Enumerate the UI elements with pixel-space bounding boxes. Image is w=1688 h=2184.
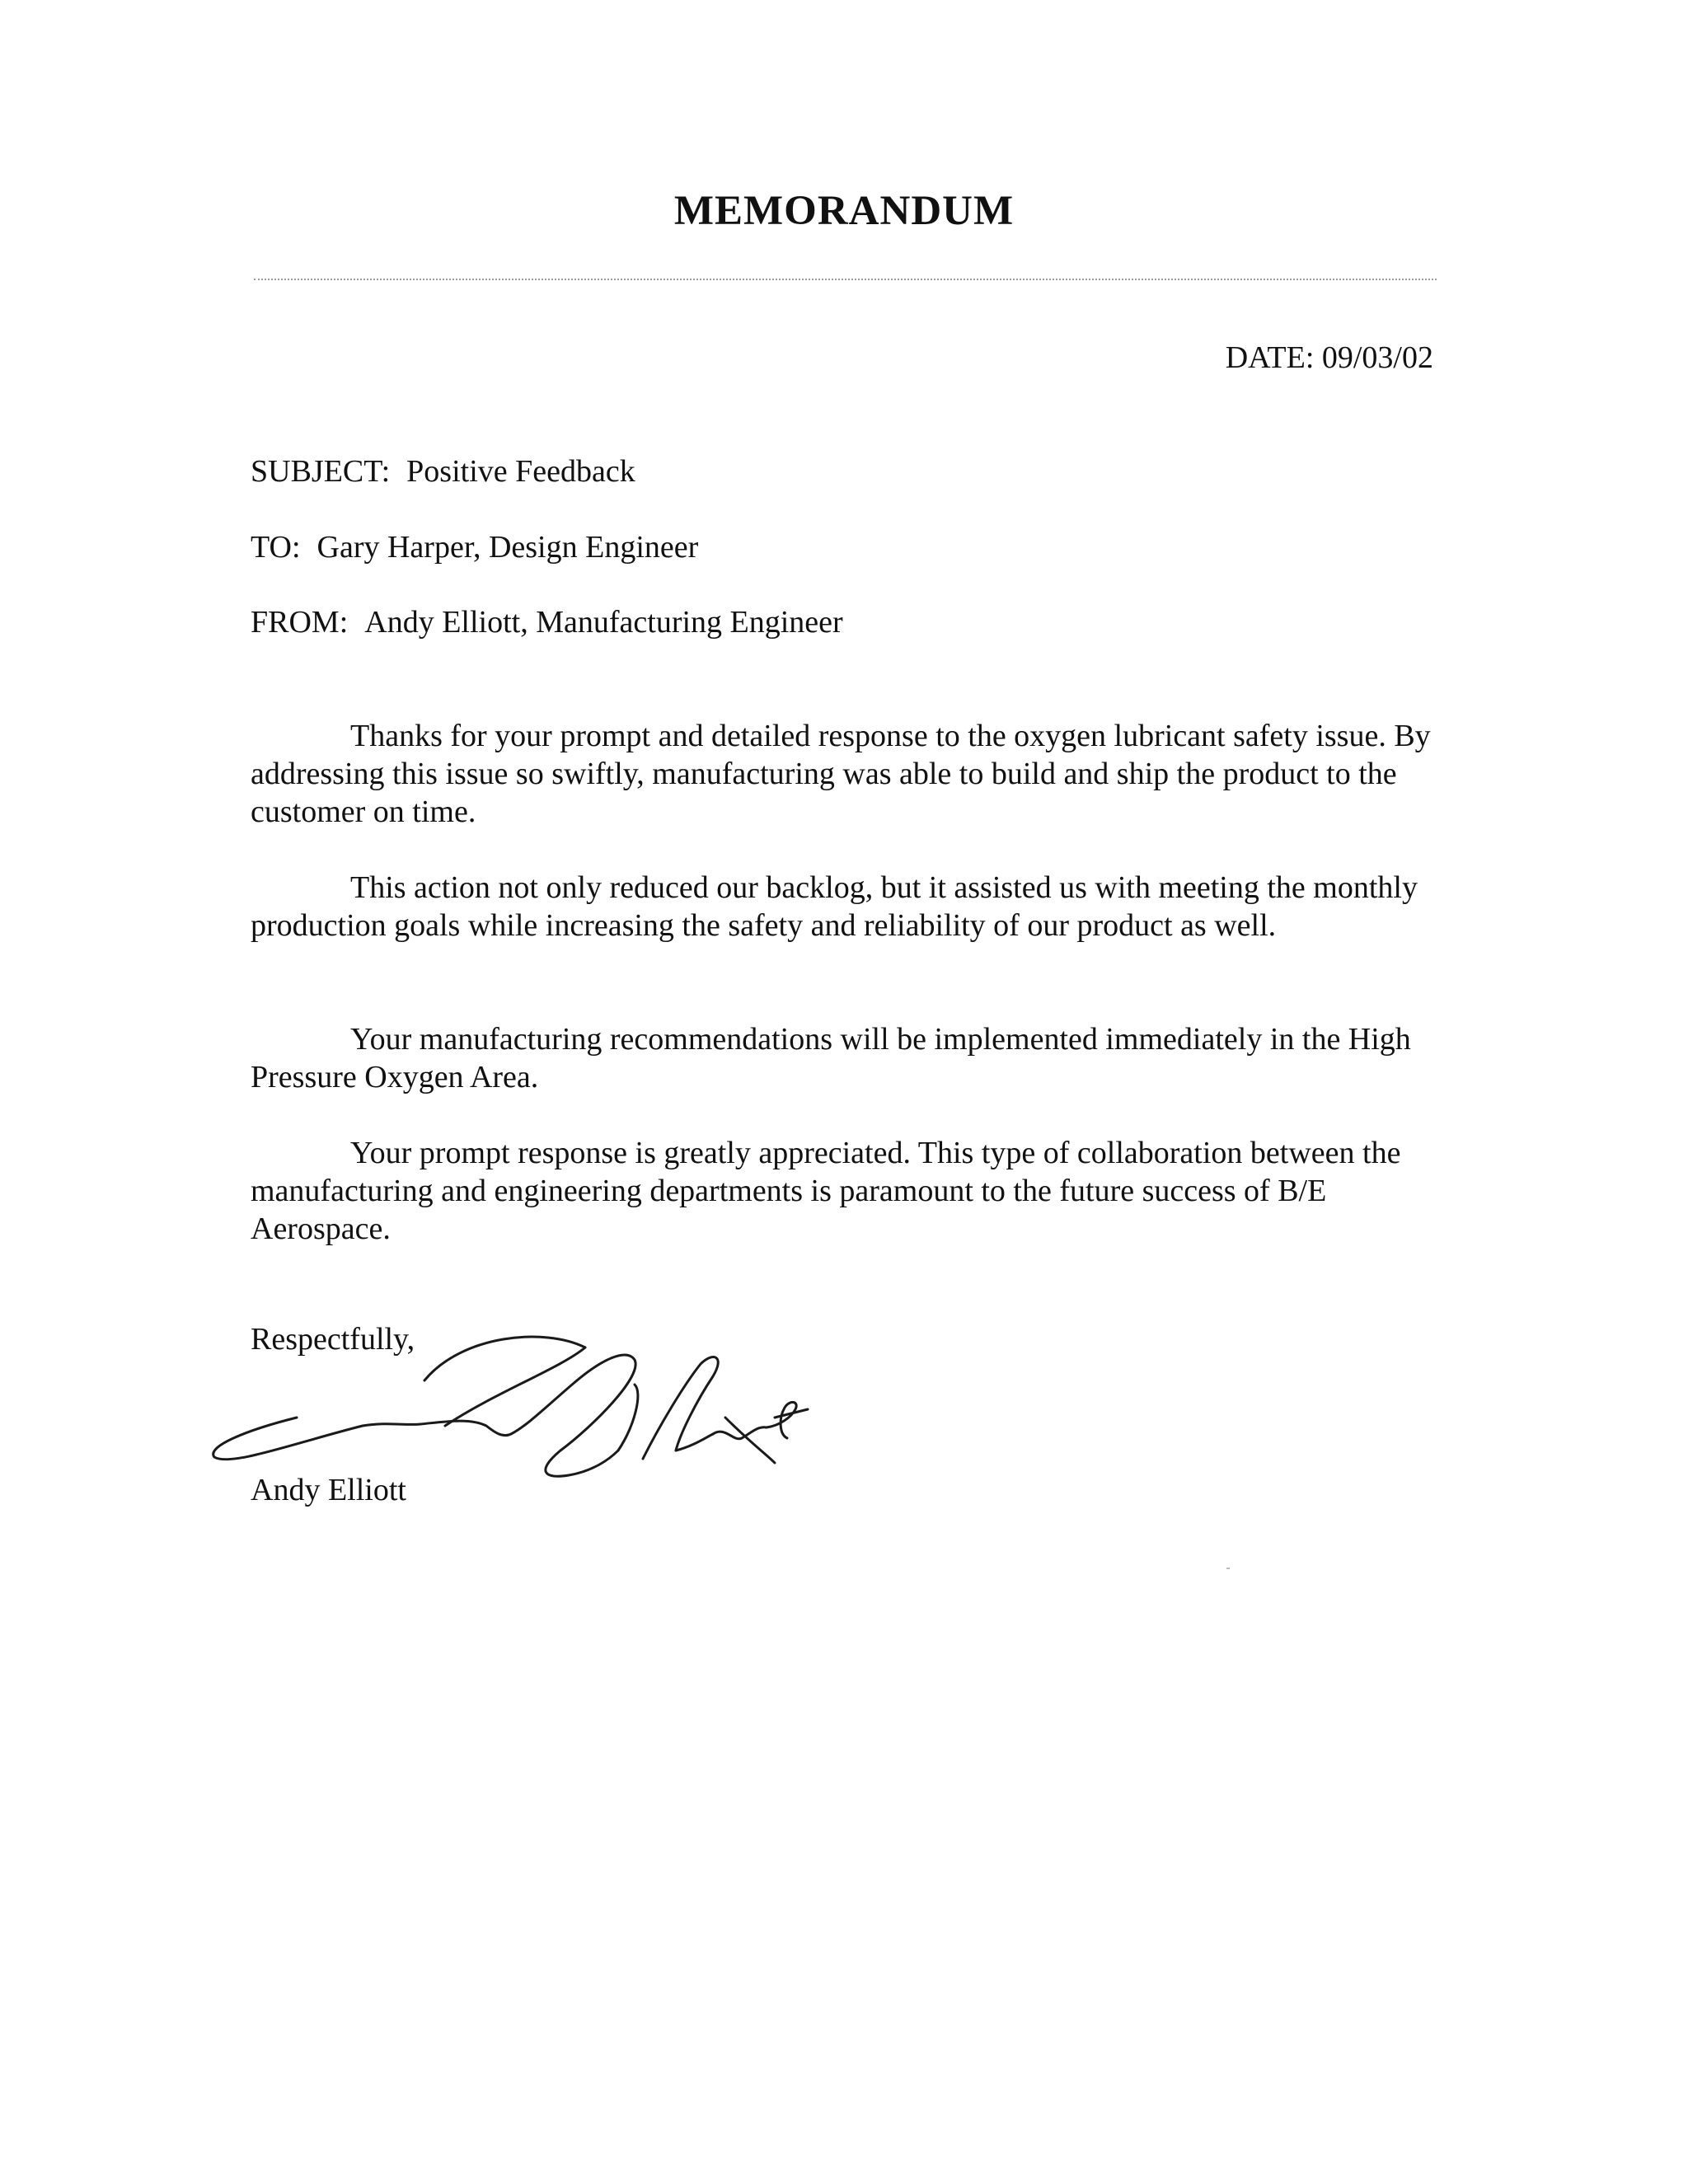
memo-date-line: [1226, 340, 1433, 376]
from-line: [251, 604, 843, 640]
to-value: Gary Harper, Design Engineer: [316, 530, 699, 565]
subject-label: SUBJECT:: [251, 454, 391, 489]
body-paragraph: This action not only reduced our backlog, but it assisted us with meeting the monthly production goals while increasing the safety and reliability of our product as well.: [251, 870, 1418, 943]
handwritten-signature: [198, 1302, 824, 1492]
scan-speck: [1226, 1568, 1230, 1569]
date-value: 09/03/02: [1321, 340, 1433, 375]
body-paragraph: Your manufacturing recommendations will be implemented immediately in the High Pressure Oxygen Area.: [251, 1022, 1411, 1094]
date-label: DATE:: [1225, 340, 1315, 375]
from-label: FROM:: [251, 605, 349, 640]
body-paragraph: Your prompt response is greatly appreciated. This type of collaboration between the manufacturing and engineering departments is paramount to the future success of B/E Aerospace.: [251, 1136, 1401, 1246]
body-paragraph: Thanks for your prompt and detailed response to the oxygen lubricant safety issue. By addressing this issue so swiftly, manufacturing was able to build and ship the product to the customer on time.: [251, 719, 1431, 829]
closing-salutation: Respectfully,: [251, 1322, 415, 1357]
from-value: Andy Elliott, Manufacturing Engineer: [364, 605, 843, 640]
subject-line: [251, 453, 635, 490]
to-line: [251, 529, 698, 565]
signer-name: Andy Elliott: [251, 1473, 406, 1507]
header-divider: [254, 279, 1437, 280]
memo-title: MEMORANDUM: [673, 188, 1015, 234]
subject-value: Positive Feedback: [406, 454, 635, 489]
to-label: TO:: [251, 530, 301, 565]
